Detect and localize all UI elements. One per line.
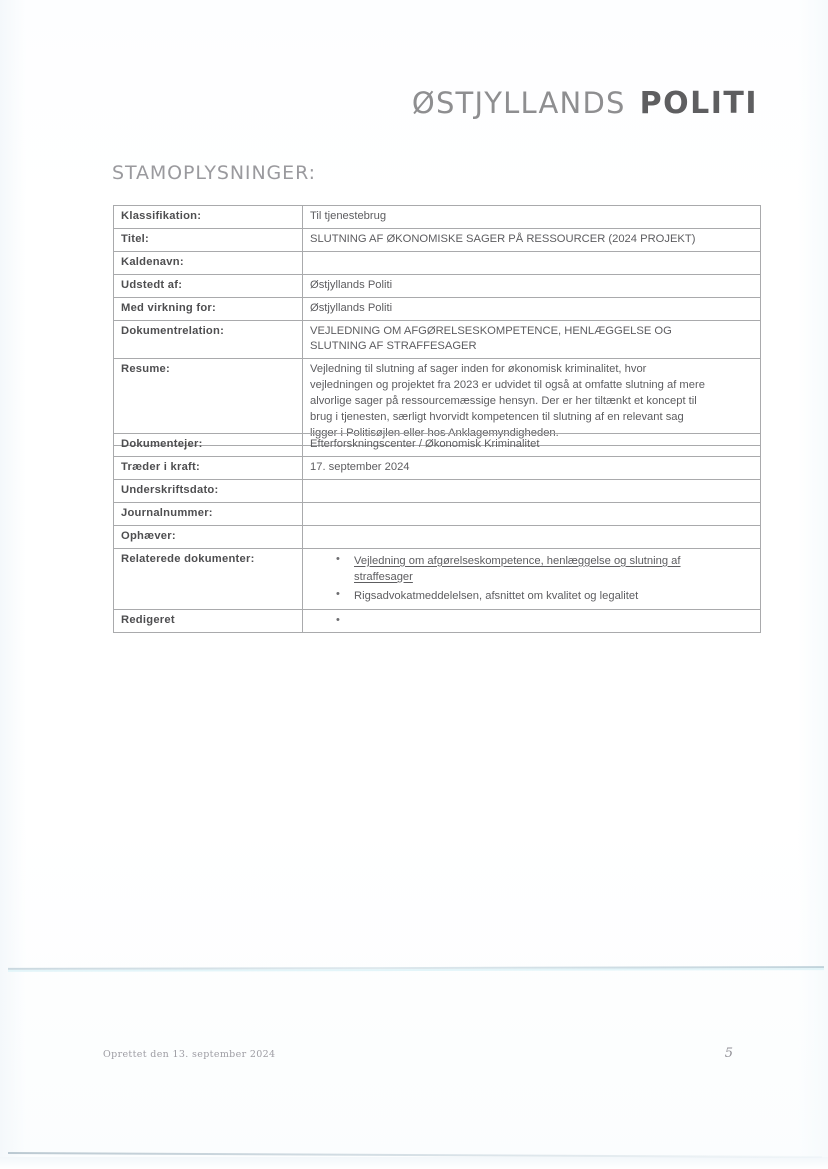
row-label: Journalnummer:: [114, 502, 303, 525]
footer-created-date: Oprettet den 13. september 2024: [103, 1049, 276, 1060]
value-line: brug i tjenesten, særligt hvorvidt kompetencen til slutning af en relevant sag: [310, 411, 684, 424]
list-item: [336, 588, 754, 604]
row-value: Til tjenestebrug: [303, 206, 761, 229]
page-bottom-shading: [0, 1157, 828, 1169]
value-line: SLUTNING AF STRAFFESAGER: [310, 340, 477, 353]
table-row: [114, 479, 761, 502]
related-documents-list: [310, 553, 754, 605]
table-row: [114, 228, 761, 251]
row-label: Relaterede dokumenter:: [114, 548, 303, 610]
row-label: Resume:: [114, 359, 303, 446]
row-label: Ophæver:: [114, 525, 303, 548]
table-row: [114, 434, 761, 457]
value-line: VEJLEDNING OM AFGØRELSESKOMPETENCE, HENLÆGGELSE OG: [310, 324, 672, 337]
table-row: [114, 251, 761, 274]
table-row: [114, 274, 761, 297]
row-value: Østjyllands Politi: [303, 297, 761, 320]
row-value: 17. september 2024: [303, 456, 761, 479]
row-label: Med virkning for:: [114, 297, 303, 320]
row-label: Udstedt af:: [114, 274, 303, 297]
row-value: [303, 479, 761, 502]
list-item: [336, 614, 754, 625]
row-label: Underskriftsdato:: [114, 479, 303, 502]
edited-list: [310, 614, 754, 625]
value-line: alvorlige sager på ressourcemæssige hensyn. Der er her tiltænkt et koncept til: [310, 395, 697, 408]
row-value: [303, 610, 761, 633]
row-label: Træder i kraft:: [114, 456, 303, 479]
value-line: vejledningen og projektet fra 2023 er udvidet til også at omfatte slutning af mere: [310, 379, 705, 392]
row-label: Titel:: [114, 228, 303, 251]
page-footer: [103, 1046, 733, 1061]
page-title: STAMOPLYSNINGER:: [112, 162, 316, 184]
paper-edge-shading-left: [0, 0, 26, 1169]
row-label: Kaldenavn:: [114, 251, 303, 274]
table-row: [114, 320, 761, 359]
table-row: [114, 297, 761, 320]
logo-politi-wordmark: POLITI: [639, 86, 758, 121]
logo-district-name: ØSTJYLLANDS: [411, 85, 626, 121]
row-value: [303, 525, 761, 548]
related-document-text: Rigsadvokatmeddelelsen, afsnittet om kvalitet og legalitet: [354, 590, 639, 602]
row-label: Dokumentrelation:: [114, 320, 303, 359]
stamoplysninger-table: [113, 205, 761, 446]
police-logo: [412, 86, 758, 121]
row-value: [303, 320, 761, 359]
paper-edge-shading-right: [798, 0, 828, 1169]
table-row: [114, 502, 761, 525]
footer-page-number: 5: [724, 1046, 733, 1061]
row-label: Redigeret: [114, 610, 303, 633]
scan-artifact-line-upper: [8, 966, 824, 970]
table-row-relaterede-dokumenter: [114, 548, 761, 610]
related-document-link[interactable]: Vejledning om afgørelseskompetence, henlæggelse og slutning af: [354, 554, 681, 567]
list-item[interactable]: [336, 553, 754, 585]
value-line: Vejledning til slutning af sager inden for økonomisk kriminalitet, hvor: [310, 363, 647, 376]
row-value: [303, 251, 761, 274]
dokument-metadata-table: [113, 433, 761, 633]
value-line: ligger i Politisøjlen eller hos Anklagemyndigheden.: [310, 426, 559, 439]
row-label: Dokumentejer:: [114, 434, 303, 457]
row-value: SLUTNING AF ØKONOMISKE SAGER PÅ RESSOURCER (2024 PROJEKT): [303, 228, 761, 251]
table-row: [114, 206, 761, 229]
row-value: Efterforskningscenter / Økonomisk Kriminalitet: [303, 434, 761, 457]
table-row-redigeret: [114, 610, 761, 633]
row-value: [303, 548, 761, 610]
table-row: [114, 525, 761, 548]
related-document-link-cont[interactable]: straffesager: [354, 570, 413, 583]
row-label: Klassifikation:: [114, 206, 303, 229]
table-row: [114, 456, 761, 479]
row-value: [303, 502, 761, 525]
row-value: Østjyllands Politi: [303, 274, 761, 297]
